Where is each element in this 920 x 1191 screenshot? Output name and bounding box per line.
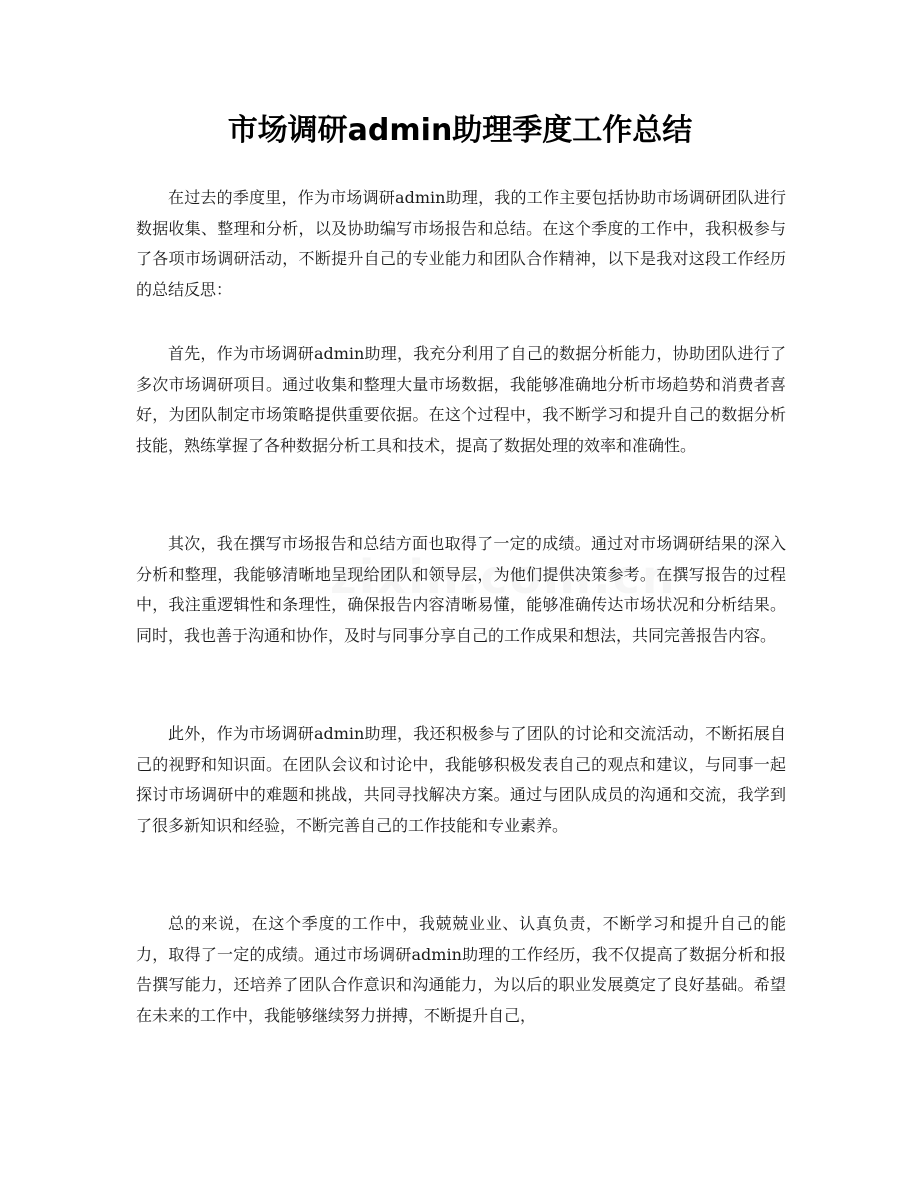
paragraph-report-writing: 其次，我在撰写市场报告和总结方面也取得了一定的成绩。通过对市场调研结果的深入分析和整理，我能够清晰地呈现给团队和领导层，为他们提供决策参考。在撰写报告的过程中，我注重逻辑性和条理性，确保报告内容清晰易懂，能够准确传达市场状况和分析结果。同时，我也善于沟通和协作，及时与同事分享自己的工作成果和想法，共同完善报告内容。	[136, 534, 786, 645]
paragraph-conclusion: 总的来说，在这个季度的工作中，我兢兢业业、认真负责，不断学习和提升自己的能力，取得了一定的成绩。通过市场调研admin助理的工作经历，我不仅提高了数据分析和报告撰写能力，还培养了团队合作意识和沟通能力，为以后的职业发展奠定了良好基础。希望在未来的工作中，我能够继续努力拼搏，不断提升自己，	[136, 914, 786, 1025]
paragraph-intro: 在过去的季度里，作为市场调研admin助理，我的工作主要包括协助市场调研团队进行数据收集、整理和分析，以及协助编写市场报告和总结。在这个季度的工作中，我积极参与了各项市场调研活动，不断提升自己的专业能力和团队合作精神，以下是我对这段工作经历的总结反思：	[136, 188, 786, 299]
paragraph-data-analysis: 首先，作为市场调研admin助理，我充分利用了自己的数据分析能力，协助团队进行了多次市场调研项目。通过收集和整理大量市场数据，我能够准确地分析市场趋势和消费者喜好，为团队制定市场策略提供重要依据。在这个过程中，我不断学习和提升自己的数据分析技能，熟练掌握了各种数据分析工具和技术，提高了数据处理的效率和准确性。	[136, 344, 786, 455]
paragraph-team-discussion: 此外，作为市场调研admin助理，我还积极参与了团队的讨论和交流活动，不断拓展自己的视野和知识面。在团队会议和讨论中，我能够积极发表自己的观点和建议，与同事一起探讨市场调研中的难题和挑战，共同寻找解决方案。通过与团队成员的沟通和交流，我学到了很多新知识和经验，不断完善自己的工作技能和专业素养。	[136, 724, 786, 835]
page-title: 市场调研admin助理季度工作总结	[227, 113, 693, 148]
